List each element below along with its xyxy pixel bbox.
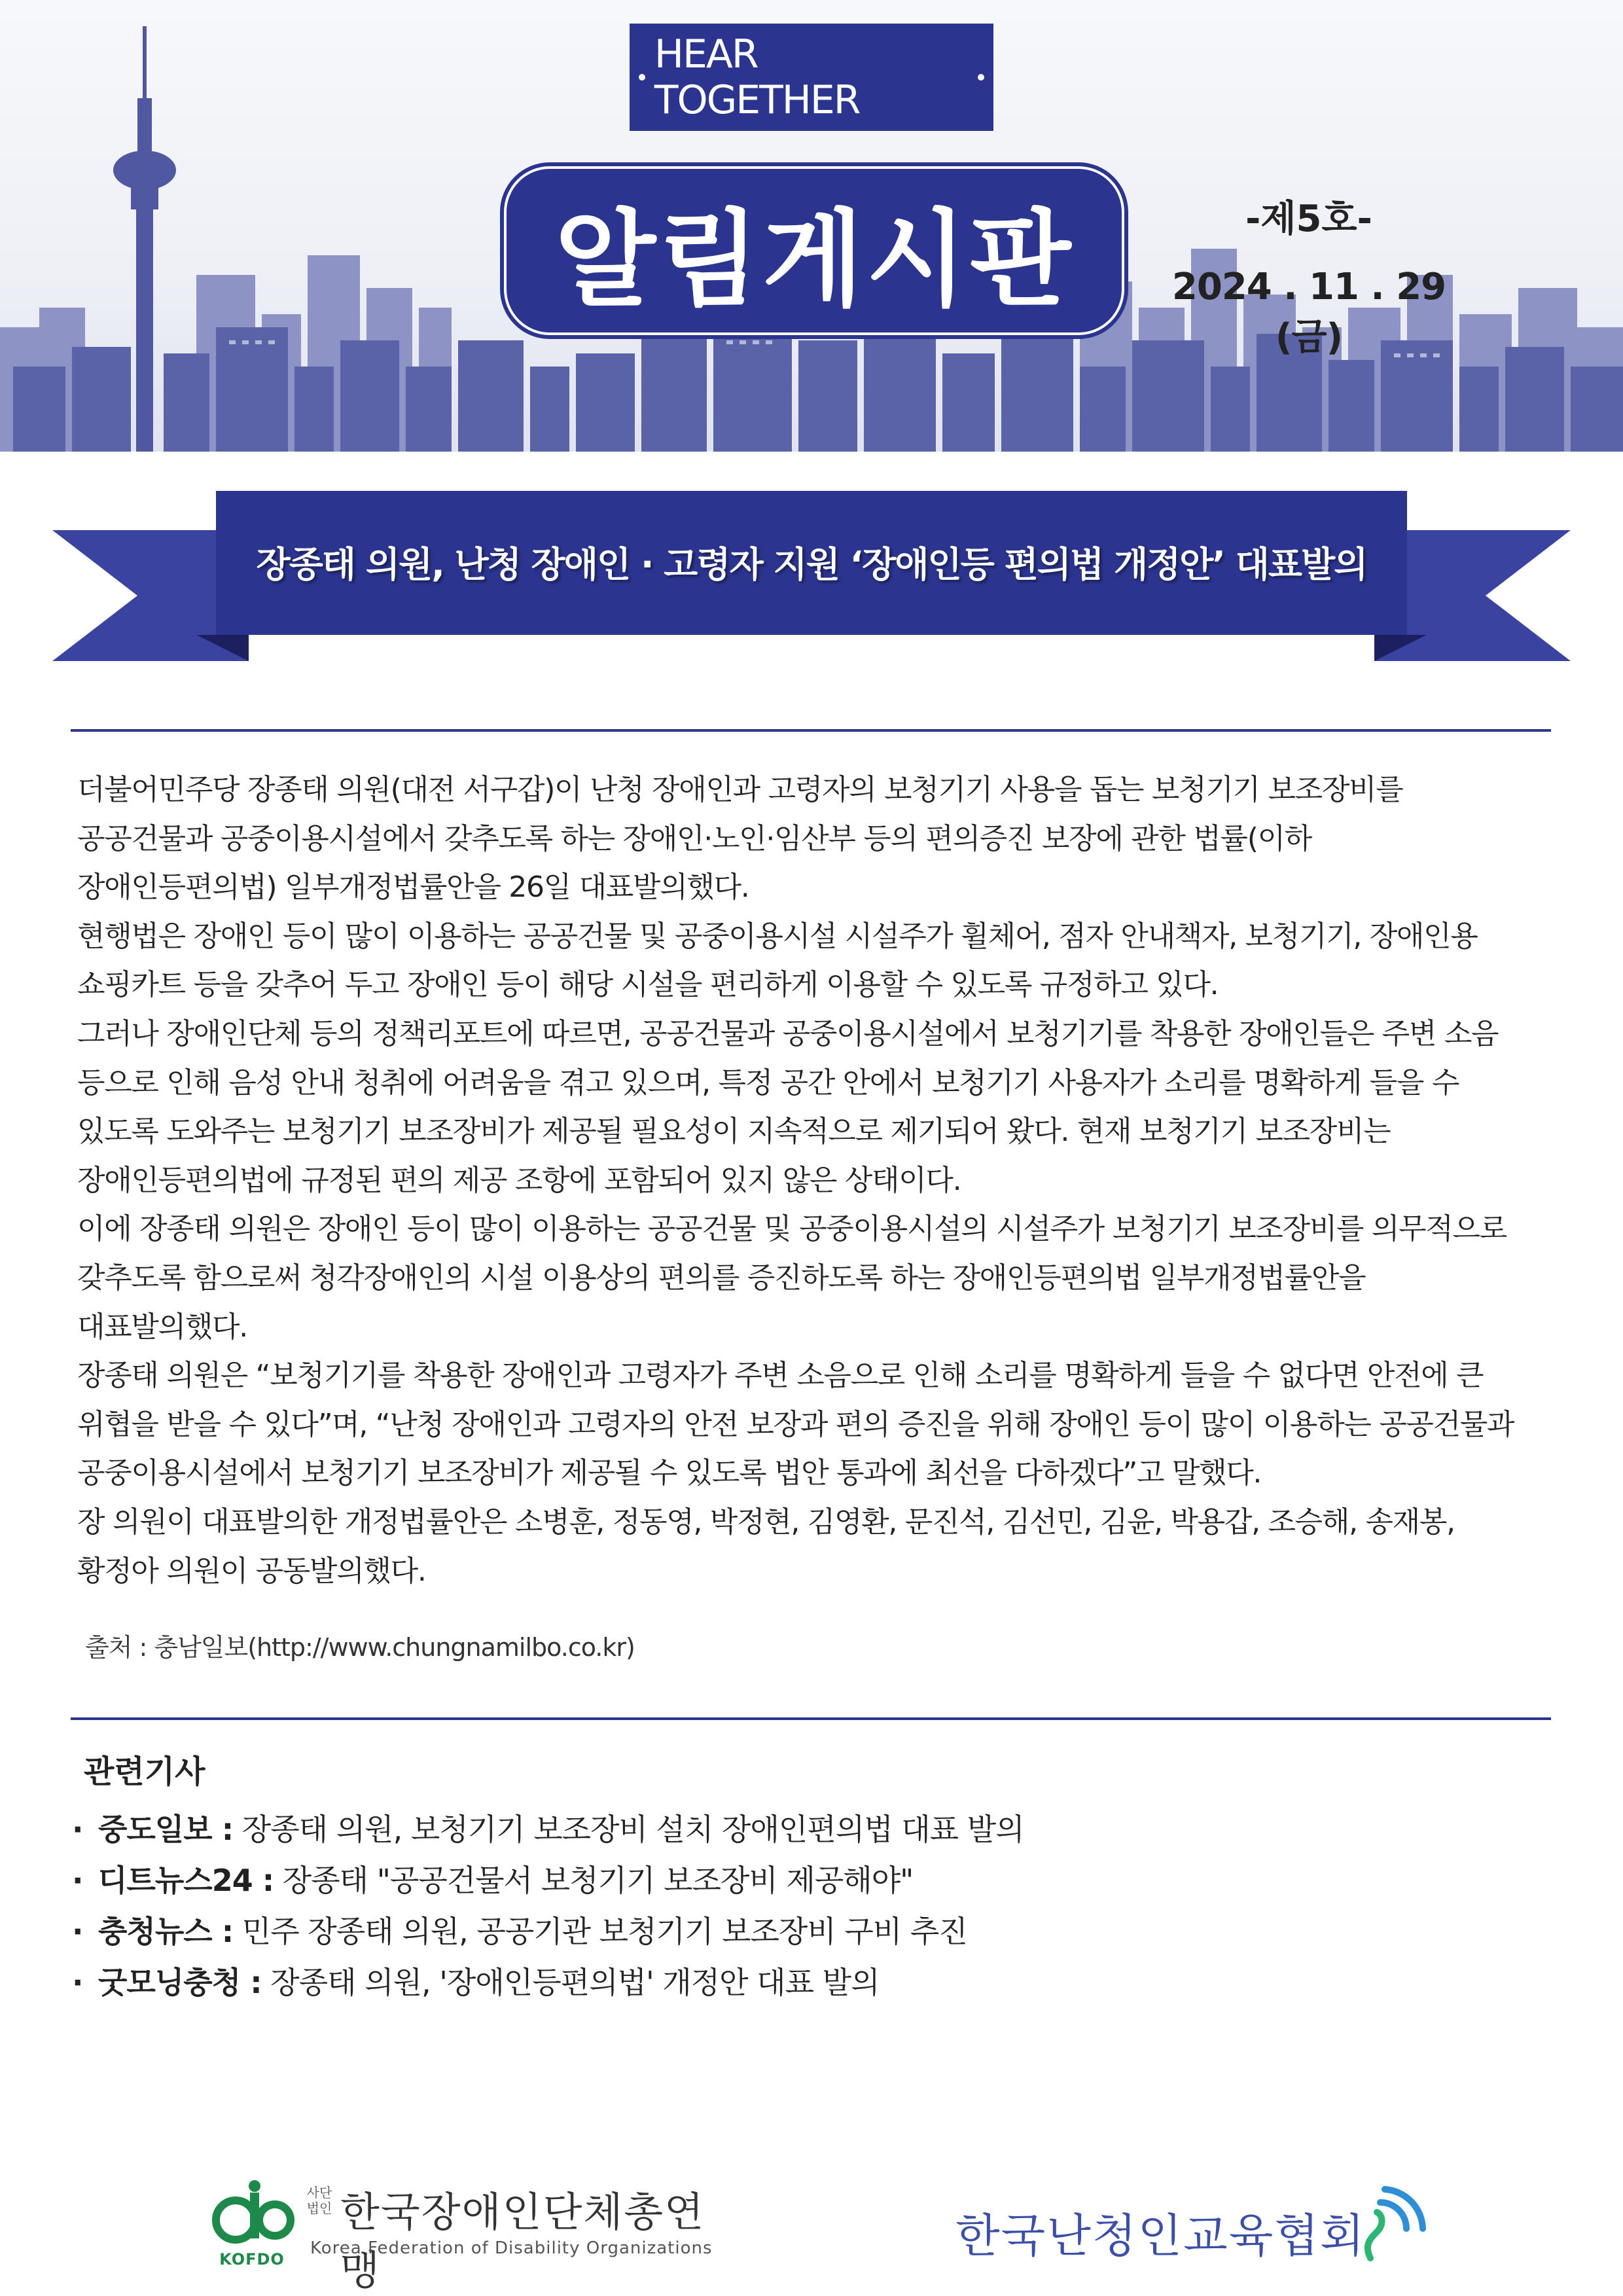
related-outlet: 굿모닝충청 : [98,1965,262,2000]
article-line: 공중이용시설에서 보청기기 보조장비가 제공될 수 있도록 법안 통과에 최선을 다하겠다”고 말했다. [77,1456,1262,1490]
banner-label: HEAR TOGETHER [654,31,860,123]
related-outlet: 중도일보 : [98,1812,234,1847]
issue-number: -제5호- [1245,198,1372,240]
org1-tag: 사단법인 [306,2185,332,2216]
issue-date: 2024 . 11 . 29 (금) [1171,266,1446,359]
article-line: 장애인등편의법에 규정된 편의 제공 조항에 포함되어 있지 않은 상태이다. [77,1163,961,1197]
article-line: 대표발의했다. [77,1310,247,1344]
hear-together-banner [630,24,993,131]
related-article-link[interactable] [72,1855,1381,1906]
article-line: 그러나 장애인단체 등의 정책리포트에 따르면, 공공건물과 공중이용시설에서 보청기기를 착용한 장애인들은 주변 소음 [77,1016,1499,1050]
ear-icon [1344,2179,1429,2271]
article-line: 갖추도록 함으로써 청각장애인의 시설 이용상의 편의를 증진하도록 하는 장애인등편의법 일부개정법률안을 [77,1261,1366,1295]
article-body [77,766,1550,1596]
article-source: 출처 : 충남일보(http://www.chungnamilbo.co.kr) [85,1633,635,1662]
article-line: 황정아 의원이 공동발의했다. [77,1554,426,1588]
org1-name-en: Korea Federation of Disability Organizations [310,2238,713,2258]
article-line: 쇼핑카트 등을 갖추어 두고 장애인 등이 해당 시설을 편리하게 이용할 수 있도록 규정하고 있다. [77,968,1219,1002]
article-line: 공공건물과 공중이용시설에서 갖추도록 하는 장애인·노인·임산부 등의 편의증진 보장에 관한 법률(이하 [77,821,1311,855]
related-headline: 민주 장종태 의원, 공공기관 보청기기 보조장비 구비 추진 [233,1914,967,1949]
bullet-icon: · [72,1965,83,2000]
dot-decoration [639,74,645,81]
article-line: 장애인등편의법) 일부개정법률안을 26일 대표발의했다. [77,870,749,905]
kofdo-abbr: KOFDO [219,2250,285,2269]
deaf-education-association-logo [955,2179,1427,2271]
bullet-icon: · [72,1914,83,1949]
kofdo-logo [209,2179,733,2294]
related-outlet: 디트뉴스24 : [98,1863,274,1898]
divider [71,729,1551,732]
article-line: 등으로 인해 음성 안내 청취에 어려움을 겪고 있으며, 특정 공간 안에서 보청기기 사용자가 소리를 명확하게 들을 수 [77,1066,1459,1100]
header [0,0,1623,452]
headline: 장종태 의원, 난청 장애인 · 고령자 지원 ‘장애인등 편의법 개정안’ 대표발의 [256,544,1367,585]
related-articles-title: 관련기사 [84,1753,205,1790]
article-line: 현행법은 장애인 등이 많이 이용하는 공공건물 및 공중이용시설 시설주가 휠체어, 점자 안내책자, 보청기기, 장애인용 [77,919,1478,953]
org2-name: 한국난청인교육협회 [955,2209,1366,2263]
related-article-link[interactable] [72,1804,1381,1855]
related-article-link[interactable] [72,1957,1381,2008]
article-line: 장 의원이 대표발의한 개정법률안은 소병훈, 정동영, 박정현, 김영환, 문진석, 김선민, 김윤, 박용갑, 조승해, 송재봉, [77,1505,1455,1539]
dot-decoration [978,74,984,81]
related-headline: 장종태 의원, '장애인등편의법' 개정안 대표 발의 [261,1965,880,2000]
divider [71,1717,1551,1720]
related-article-link[interactable] [72,1906,1381,1957]
related-headline: 장종태 "공공건물서 보청기기 보조장비 제공해야" [274,1863,914,1898]
issue-info [1139,190,1479,361]
article-line: 위협을 받을 수 있다”며, “난청 장애인과 고령자의 안전 보장과 편의 증진을 위해 장애인 등이 많이 이용하는 공공건물과 [77,1407,1514,1441]
related-articles-list [72,1804,1381,2008]
bullet-icon: · [72,1863,83,1898]
article-line: 있도록 도와주는 보청기기 보조장비가 제공될 필요성이 지속적으로 제기되어 왔다. 현재 보청기기 보조장비는 [77,1115,1391,1149]
related-outlet: 충청뉴스 : [98,1914,234,1949]
bullet-icon: · [72,1812,83,1847]
article-line: 더불어민주당 장종태 의원(대전 서구갑)이 난청 장애인과 고령자의 보청기기 사용을 돕는 보청기기 보조장비를 [77,773,1403,806]
article-line: 장종태 의원은 “보청기기를 착용한 장애인과 고령자가 주변 소음으로 인해 소리를 명확하게 들을 수 없다면 안전에 큰 [77,1359,1484,1393]
article-line: 이에 장종태 의원은 장애인 등이 많이 이용하는 공공건물 및 공중이용시설의 시설주가 보청기기 보조장비를 의무적으로 [77,1212,1507,1246]
related-headline: 장종태 의원, 보청기기 보조장비 설치 장애인편의법 대표 발의 [233,1812,1024,1847]
page-title: 알림게시판 [504,166,1124,335]
org1-name: 한국장애인단체총연맹 [340,2188,705,2294]
